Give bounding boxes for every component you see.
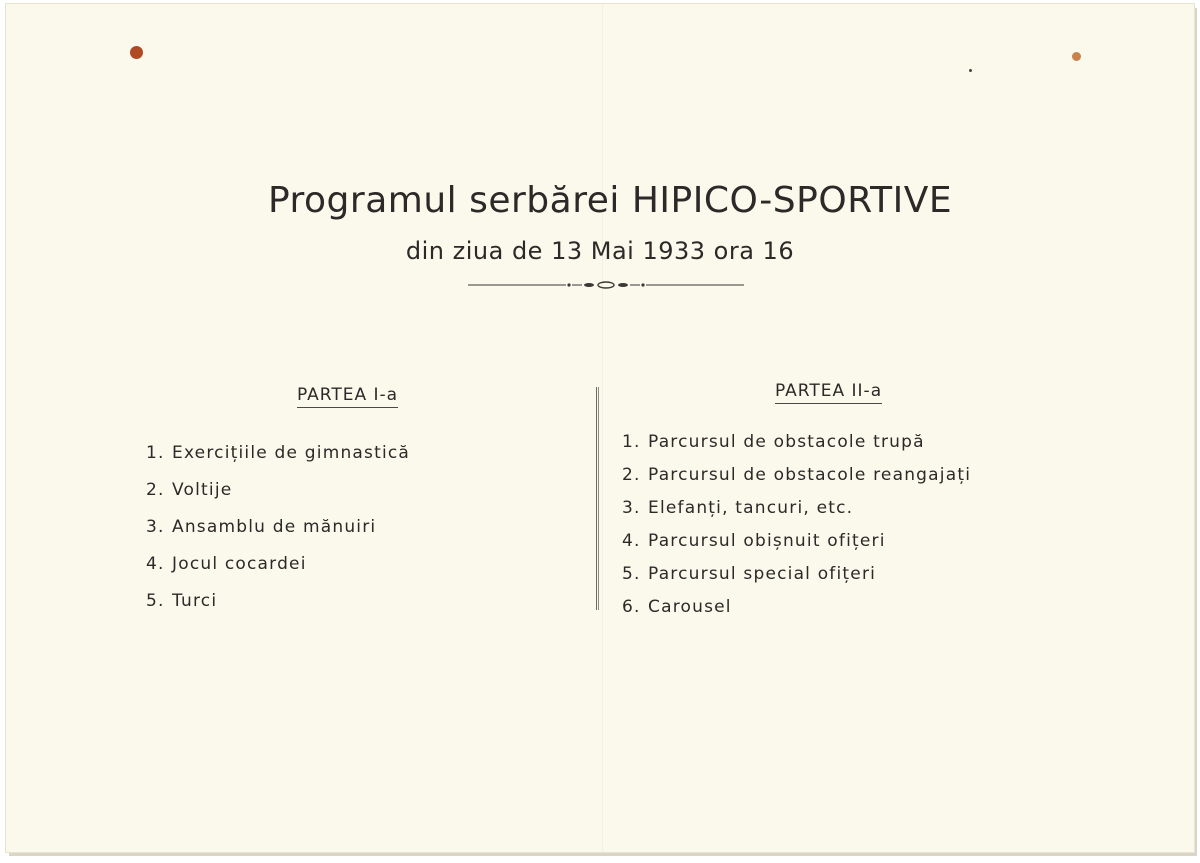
program-card (6, 4, 1194, 852)
list-item: 5. Parcursul special ofițeri (622, 564, 877, 584)
column-divider (596, 387, 599, 610)
document-subtitle: din ziua de 13 Mai 1933 ora 16 (405, 237, 795, 265)
list-item: 2. Parcursul de obstacole reangajați (622, 465, 972, 485)
part-one-list (146, 440, 410, 625)
document-title: Programul serbărei HIPICO-SPORTIVE (267, 180, 953, 221)
ink-dot (969, 69, 972, 72)
stain-mark (1072, 52, 1081, 61)
list-item: 6. Carousel (622, 597, 732, 617)
stain-mark (130, 46, 143, 59)
list-item: 1. Parcursul de obstacole trupă (622, 432, 925, 452)
center-fold (602, 4, 603, 852)
list-item: 3. Elefanți, tancuri, etc. (622, 498, 854, 518)
list-item: 4. Parcursul obișnuit ofițeri (622, 531, 886, 551)
list-item: 3. Ansamblu de mănuiri (146, 517, 377, 537)
ornament-divider (468, 280, 744, 290)
list-item: 5. Turci (146, 591, 218, 611)
part-two-list (622, 429, 971, 627)
list-item: 1. Exercițiile de gimnastică (146, 443, 411, 463)
list-item: 2. Voltije (146, 480, 233, 500)
part-two-heading: PARTEA II-a (775, 381, 882, 404)
list-item: 4. Jocul cocardei (146, 554, 307, 574)
part-one-heading: PARTEA I-a (297, 385, 398, 408)
